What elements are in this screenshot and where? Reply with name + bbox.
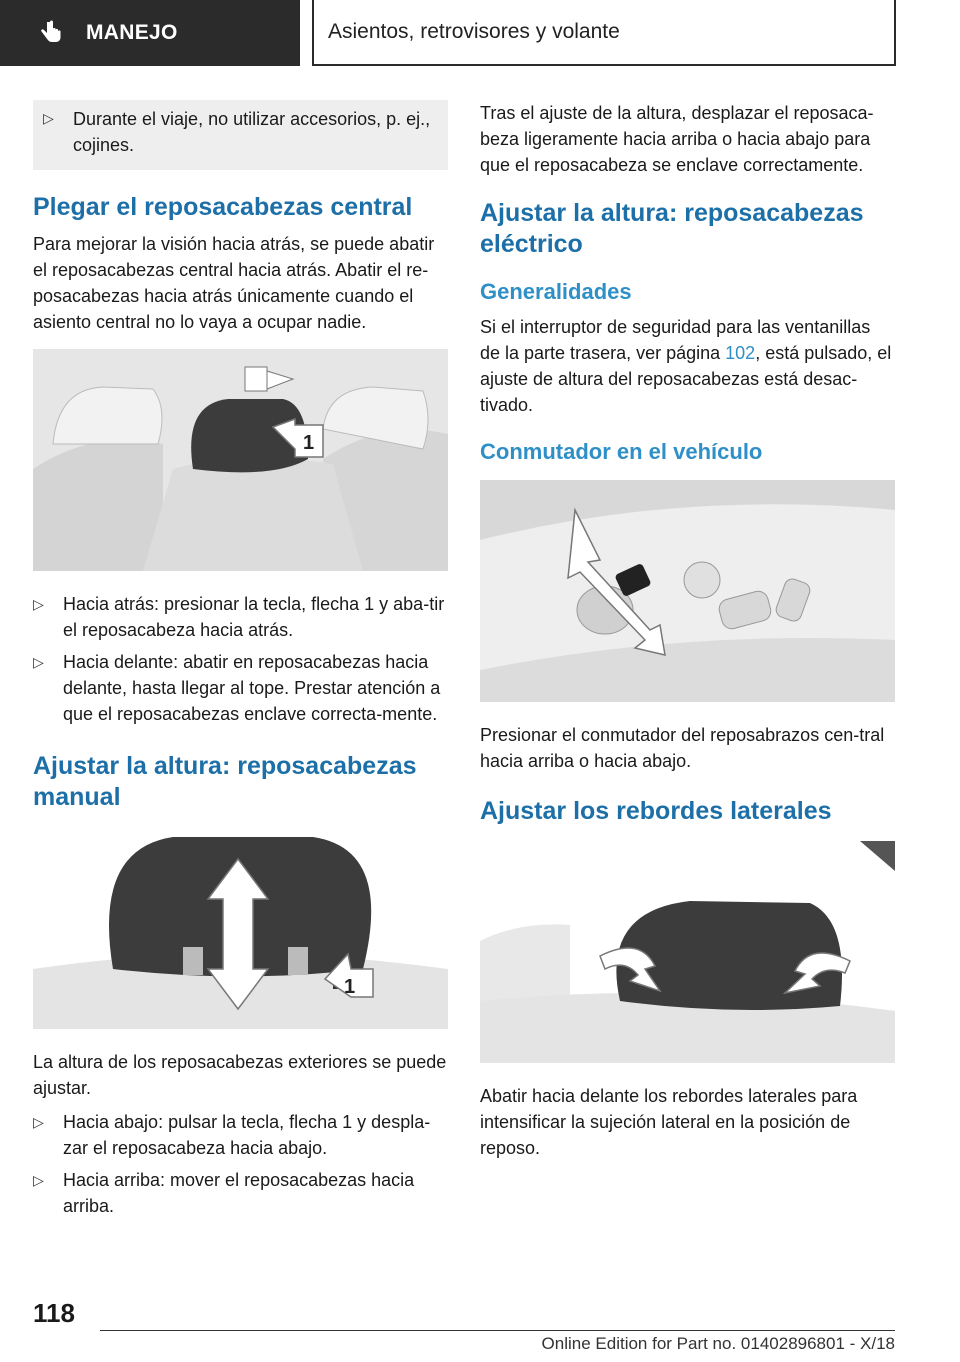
figure-callout: 1 xyxy=(344,976,356,998)
footer-divider xyxy=(100,1330,895,1331)
page-link[interactable]: 102 xyxy=(725,343,756,363)
heading-generalidades: Generalidades xyxy=(480,279,632,304)
paragraph-plegar: Para mejorar la visión hacia atrás, se puede abatir el reposacabezas central hacia atrás. Abatir el re-posacabezas hacia atrás únicamente cuando el asiento central no lo vaya a ocupar nadie. xyxy=(33,234,435,332)
heading-electrico: Ajustar la altura: reposacabezas eléctrico xyxy=(480,199,864,258)
paragraph-conmutador: Presionar el conmutador del reposabrazos cen-tral hacia arriba o hacia abajo. xyxy=(480,725,885,771)
figure-manual-headrest xyxy=(33,829,448,1029)
page-number: 118 xyxy=(33,1298,75,1328)
list-item: ▷ Hacia atrás: presionar la tecla, flecha 1 y aba-tir el reposacabeza hacia atrás. xyxy=(33,591,448,643)
left-column xyxy=(33,100,448,1225)
heading-manual: Ajustar la altura: reposacabezas manual xyxy=(33,752,417,811)
note-text: Durante el viaje, no utilizar accesorios, p. ej., cojines. xyxy=(73,109,431,155)
triangle-right-icon: ▷ xyxy=(43,110,54,126)
heading-conmutador: Conmutador en el vehículo xyxy=(480,439,763,464)
figure-switch xyxy=(480,480,895,702)
heading-rebordes: Ajustar los rebordes laterales xyxy=(480,797,832,825)
list-item: ▷ Hacia delante: abatir en reposacabezas hacia delante, hasta llegar al tope. Prestar atención a que el reposacabezas enclave correcta-mente. xyxy=(33,649,448,727)
list-item: ▷ Hacia abajo: pulsar la tecla, flecha 1 y despla-zar el reposacabeza hacia abajo. xyxy=(33,1109,448,1161)
hand-pointer-icon xyxy=(36,19,64,47)
list-item: ▷ Hacia arriba: mover el reposacabezas hacia arriba. xyxy=(33,1167,448,1219)
paragraph-top: Tras el ajuste de la altura, desplazar el reposaca-beza ligeramente hacia arriba o hacia abajo para que el reposacabeza se enclave correctamente. xyxy=(480,103,874,175)
heading-plegar: Plegar el reposacabezas central xyxy=(33,193,413,221)
paragraph-manual: La altura de los reposacabezas exteriores se puede ajustar. xyxy=(33,1052,447,1098)
section-title: MANEJO xyxy=(86,21,178,44)
triangle-right-icon: ▷ xyxy=(33,596,44,612)
paragraph-generalidades: Si el interruptor de seguridad para las ventanillas de la parte trasera, ver página 102, está pulsado, el ajuste de altura del reposacabezas está desac-tivado. xyxy=(480,317,892,415)
note-box xyxy=(33,100,448,170)
figure-center-headrest xyxy=(33,349,448,571)
right-column xyxy=(480,100,895,1175)
triangle-right-icon: ▷ xyxy=(33,1114,44,1130)
triangle-right-icon: ▷ xyxy=(33,1172,44,1188)
paragraph-rebordes: Abatir hacia delante los rebordes laterales para intensificar la sujeción lateral en la posición de reposo. xyxy=(480,1086,858,1158)
chapter-title: Asientos, retrovisores y volante xyxy=(312,0,896,66)
section-tab xyxy=(0,0,300,66)
footer-edition: Online Edition for Part no. 01402896801 - X/18 xyxy=(541,1334,895,1353)
figure-callout: 1 xyxy=(303,432,315,454)
triangle-right-icon: ▷ xyxy=(33,654,44,670)
figure-side-wings xyxy=(480,841,895,1063)
